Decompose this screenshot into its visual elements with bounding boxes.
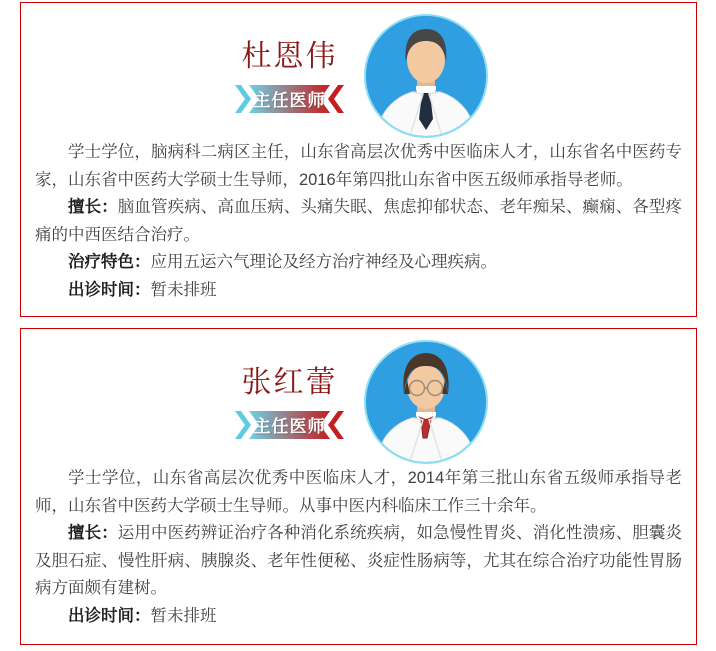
doctor-specialty-paragraph: [35, 520, 682, 603]
doctor-treatment-feature-paragraph: [35, 249, 682, 277]
schedule-text: 暂未排班: [150, 280, 217, 299]
doctor-schedule-paragraph: [35, 603, 682, 631]
doctor-title-label: 主任医师: [253, 417, 326, 436]
doctor-name: 张红蕾: [241, 365, 338, 399]
doctor-description: [35, 465, 682, 630]
schedule-label: 出诊时间：: [68, 606, 151, 625]
doctor-schedule-paragraph: [35, 277, 682, 305]
doctor-card[interactable]: [20, 328, 697, 645]
doctor-photo[interactable]: [364, 14, 488, 138]
doctor-intro-paragraph: 学士学位，脑病科二病区主任，山东省高层次优秀中医临床人才，山东省名中医药专家，山东省中医药大学硕士生导师，2016年第四批山东省中医五级师承指导老师。: [35, 143, 682, 189]
doctor-title-label: 主任医师: [253, 91, 326, 110]
treatment-feature-text: 应用五运六气理论及经方治疗神经及心理疾病。: [150, 253, 497, 271]
schedule-text: 暂未排班: [150, 606, 217, 625]
male-doctor-avatar-icon: [366, 16, 486, 136]
schedule-label: 出诊时间：: [68, 280, 151, 299]
doctor-list-page: [0, 2, 716, 651]
doctor-name: 杜恩伟: [241, 39, 338, 73]
female-doctor-avatar-icon: [366, 342, 486, 462]
doctor-intro-paragraph: 学士学位，山东省高层次优秀中医临床人才，2014年第三批山东省五级师承指导老师，山东省中医药大学硕士生导师。从事中医内科临床工作三十余年。: [35, 469, 682, 515]
doctor-specialty-paragraph: [35, 194, 682, 249]
specialty-label: 擅长：: [68, 524, 118, 542]
specialty-text: 运用中医药辨证治疗各种消化系统疾病，如急慢性胃炎、消化性溃疡、胆囊炎及胆石症、慢性肝病、胰腺炎、老年性便秘、炎症性肠病等，尤其在综合治疗功能性胃肠病方面颇有建树。: [35, 524, 683, 597]
doctor-name-block: [230, 40, 350, 113]
doctor-card[interactable]: [20, 2, 697, 317]
doctor-description: [35, 139, 682, 304]
doctor-title-badge: [233, 411, 346, 439]
specialty-label: 擅长：: [68, 198, 118, 216]
doctor-name-block: [230, 366, 350, 439]
treatment-feature-label: 治疗特色：: [68, 253, 151, 271]
doctor-card-header: [35, 13, 682, 139]
doctor-title-badge: [233, 85, 346, 113]
doctor-photo[interactable]: [364, 340, 488, 464]
specialty-text: 脑血管疾病、高血压病、头痛失眠、焦虑抑郁状态、老年痴呆、癫痫、各型疼痛的中西医结合治疗。: [35, 198, 683, 244]
doctor-card-header: [35, 339, 682, 465]
